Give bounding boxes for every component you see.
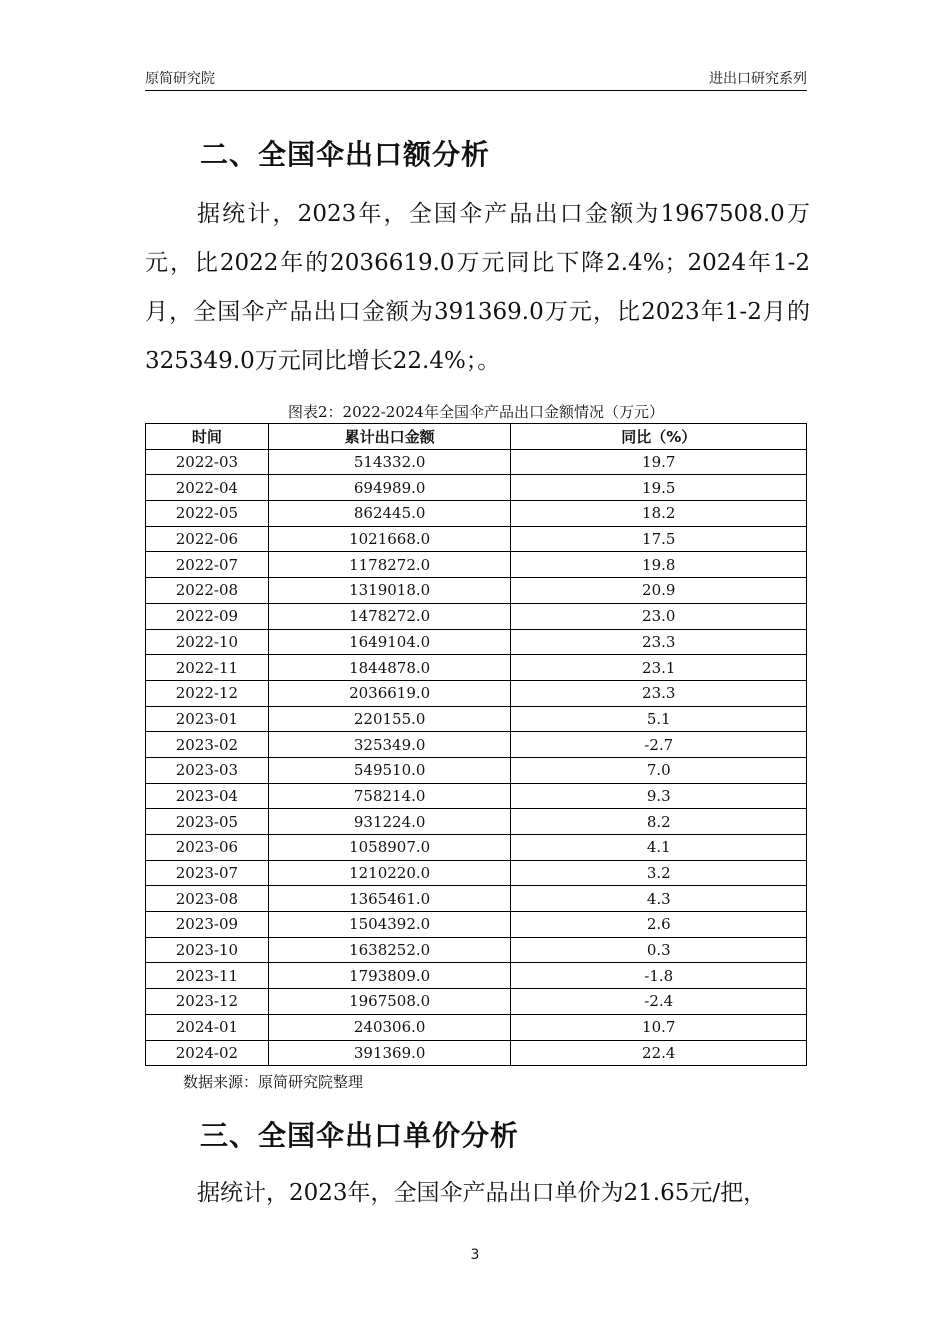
- cell-amount: 1319018.0: [268, 578, 511, 604]
- cell-yoy: 5.1: [511, 706, 807, 732]
- cell-time: 2022-10: [146, 629, 269, 655]
- cell-yoy: 4.1: [511, 835, 807, 861]
- cell-time: 2023-07: [146, 860, 269, 886]
- cell-yoy: 3.2: [511, 860, 807, 886]
- cell-amount: 1638252.0: [268, 937, 511, 963]
- cell-time: 2022-11: [146, 655, 269, 681]
- cell-time: 2023-03: [146, 757, 269, 783]
- table-row: [146, 1014, 807, 1040]
- cell-amount: 1649104.0: [268, 629, 511, 655]
- table-row: [146, 552, 807, 578]
- section-2-title: 二、全国伞出口额分析: [200, 138, 491, 171]
- cell-time: 2022-03: [146, 449, 269, 475]
- header-left-title: 原简研究院: [145, 71, 215, 87]
- table-row: [146, 912, 807, 938]
- cell-amount: 694989.0: [268, 475, 511, 501]
- table-row: [146, 475, 807, 501]
- cell-yoy: 23.0: [511, 603, 807, 629]
- data-source-note: 数据来源：原简研究院整理: [183, 1073, 364, 1091]
- cell-amount: 931224.0: [268, 809, 511, 835]
- cell-time: 2022-07: [146, 552, 269, 578]
- cell-time: 2023-08: [146, 886, 269, 912]
- table-row: [146, 809, 807, 835]
- cell-time: 2023-10: [146, 937, 269, 963]
- cell-yoy: 4.3: [511, 886, 807, 912]
- column-header-time: 时间: [146, 424, 269, 450]
- table-row: [146, 963, 807, 989]
- cell-yoy: 18.2: [511, 501, 807, 527]
- table-row: [146, 1040, 807, 1066]
- cell-amount: 1793809.0: [268, 963, 511, 989]
- table-row: [146, 629, 807, 655]
- cell-time: 2022-12: [146, 680, 269, 706]
- cell-amount: 220155.0: [268, 706, 511, 732]
- cell-yoy: 17.5: [511, 526, 807, 552]
- cell-time: 2022-06: [146, 526, 269, 552]
- table-row: [146, 937, 807, 963]
- cell-time: 2023-12: [146, 989, 269, 1015]
- table-row: [146, 732, 807, 758]
- cell-yoy: 19.5: [511, 475, 807, 501]
- cell-amount: 2036619.0: [268, 680, 511, 706]
- page-header: [145, 64, 807, 91]
- cell-amount: 1967508.0: [268, 989, 511, 1015]
- cell-time: 2023-11: [146, 963, 269, 989]
- cell-yoy: 20.9: [511, 578, 807, 604]
- cell-yoy: 23.3: [511, 680, 807, 706]
- cell-amount: 549510.0: [268, 757, 511, 783]
- section-3-title: 三、全国伞出口单价分析: [200, 1119, 520, 1152]
- cell-yoy: 23.1: [511, 655, 807, 681]
- cell-yoy: 19.7: [511, 449, 807, 475]
- cell-yoy: -2.4: [511, 989, 807, 1015]
- cell-amount: 1210220.0: [268, 860, 511, 886]
- cell-time: 2023-09: [146, 912, 269, 938]
- cell-amount: 1478272.0: [268, 603, 511, 629]
- table-row: [146, 757, 807, 783]
- cell-yoy: 2.6: [511, 912, 807, 938]
- cell-yoy: 7.0: [511, 757, 807, 783]
- cell-amount: 862445.0: [268, 501, 511, 527]
- cell-time: 2023-02: [146, 732, 269, 758]
- cell-yoy: 19.8: [511, 552, 807, 578]
- section-2-paragraph: 据统计，2023年，全国伞产品出口金额为1967508.0万元，比2022年的2036619.0万元同比下降2.4%；2024年1-2月，全国伞产品出口金额为391369.0万元，比2023年1-2月的325349.0万元同比增长22.4%；。: [145, 201, 810, 374]
- table-row: [146, 835, 807, 861]
- table-row: [146, 886, 807, 912]
- header-right-title: 进出口研究系列: [709, 71, 807, 87]
- cell-yoy: 22.4: [511, 1040, 807, 1066]
- table-row: [146, 989, 807, 1015]
- table-row: [146, 655, 807, 681]
- table-row: [146, 603, 807, 629]
- table-row: [146, 526, 807, 552]
- cell-yoy: 23.3: [511, 629, 807, 655]
- table-header-row: [146, 424, 807, 450]
- cell-yoy: -2.7: [511, 732, 807, 758]
- cell-amount: 325349.0: [268, 732, 511, 758]
- cell-amount: 1365461.0: [268, 886, 511, 912]
- table-caption: 图表2：2022-2024年全国伞产品出口金额情况（万元）: [288, 403, 664, 421]
- cell-amount: 1844878.0: [268, 655, 511, 681]
- table-row: [146, 860, 807, 886]
- cell-time: 2024-02: [146, 1040, 269, 1066]
- cell-yoy: 9.3: [511, 783, 807, 809]
- cell-amount: 1178272.0: [268, 552, 511, 578]
- table-row: [146, 501, 807, 527]
- table-row: [146, 680, 807, 706]
- cell-time: 2024-01: [146, 1014, 269, 1040]
- cell-amount: 1058907.0: [268, 835, 511, 861]
- cell-time: 2022-09: [146, 603, 269, 629]
- export-amount-table: [145, 423, 807, 1066]
- cell-yoy: 0.3: [511, 937, 807, 963]
- cell-time: 2023-06: [146, 835, 269, 861]
- section-3-paragraph: 据统计，2023年，全国伞产品出口单价为21.65元/把，: [197, 1180, 767, 1206]
- cell-time: 2022-08: [146, 578, 269, 604]
- cell-time: 2023-05: [146, 809, 269, 835]
- cell-amount: 391369.0: [268, 1040, 511, 1066]
- cell-time: 2023-04: [146, 783, 269, 809]
- column-header-amount: 累计出口金额: [268, 424, 511, 450]
- cell-amount: 1021668.0: [268, 526, 511, 552]
- table-row: [146, 783, 807, 809]
- cell-yoy: 8.2: [511, 809, 807, 835]
- column-header-yoy: 同比（%）: [511, 424, 807, 450]
- cell-time: 2022-05: [146, 501, 269, 527]
- cell-time: 2022-04: [146, 475, 269, 501]
- cell-amount: 758214.0: [268, 783, 511, 809]
- cell-yoy: -1.8: [511, 963, 807, 989]
- page-number: 3: [470, 1247, 480, 1263]
- cell-yoy: 10.7: [511, 1014, 807, 1040]
- table-row: [146, 578, 807, 604]
- cell-amount: 1504392.0: [268, 912, 511, 938]
- table-row: [146, 449, 807, 475]
- cell-time: 2023-01: [146, 706, 269, 732]
- table-row: [146, 706, 807, 732]
- cell-amount: 240306.0: [268, 1014, 511, 1040]
- cell-amount: 514332.0: [268, 449, 511, 475]
